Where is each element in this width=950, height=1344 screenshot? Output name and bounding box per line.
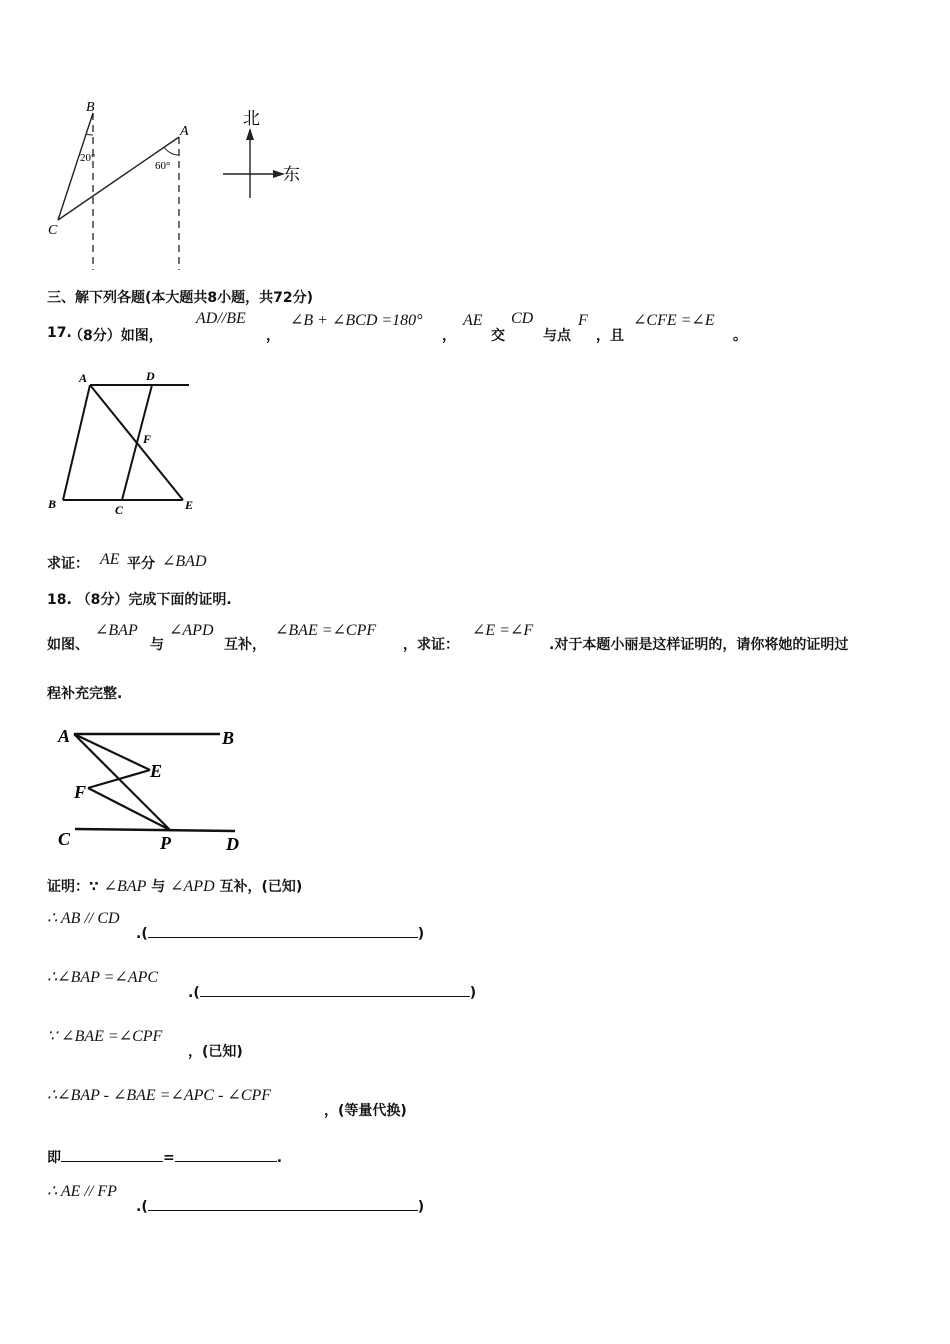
proof-l7-math: ∴ AE // FP — [47, 1183, 117, 1200]
proof-l6-eq: = — [163, 1150, 175, 1166]
proof-l3-blank[interactable] — [200, 982, 470, 997]
q18-label-a: A — [58, 726, 71, 746]
proof-l2-blank[interactable] — [148, 923, 418, 938]
proof-line-1 — [47, 876, 302, 896]
q17-figure — [42, 365, 202, 520]
q17-jiao: 交 — [491, 328, 505, 344]
proof-l2-open: .( — [136, 926, 148, 942]
q17-qie: ，且 — [596, 328, 624, 344]
q18-label-b: B — [222, 728, 235, 748]
q17-ae: AE — [463, 312, 483, 329]
proof-l5-math: ∴∠BAP - ∠BAE =∠APC - ∠CPF — [47, 1087, 272, 1104]
proof-l1-angle-apd: ∠APD — [170, 878, 215, 895]
compass-figure — [215, 100, 310, 200]
q17-prove-label: 求证： — [47, 556, 89, 572]
point-c-label: C — [48, 223, 58, 238]
q17-label-b: B — [48, 497, 57, 511]
q17-intro: （8分）如图， — [69, 328, 163, 344]
proof-l3-reason — [188, 982, 476, 1001]
q17-cd: CD — [511, 310, 534, 327]
proof-l1-yu: 与 — [151, 879, 166, 895]
q17-prove-ae: AE — [100, 551, 120, 568]
q17-cond-angle-eq: ∠CFE =∠E — [633, 312, 715, 329]
proof-l6-blank-2[interactable] — [175, 1147, 277, 1162]
q17-f: F — [578, 312, 588, 329]
q17-prove-angle: ∠BAD — [162, 553, 207, 570]
proof-l2-math: ∴ AB // CD — [47, 910, 120, 927]
q17-prove-pingfen: 平分 — [127, 556, 155, 572]
proof-l7-open: .( — [136, 1199, 148, 1215]
q18-title: 18. （8分）完成下面的证明. — [47, 592, 232, 608]
q17-label-f: F — [143, 432, 152, 446]
q18-yu: 与 — [150, 637, 164, 653]
proof-l7-blank[interactable] — [148, 1196, 418, 1211]
q17-label-d: D — [146, 369, 155, 383]
q18-tail: .对于本题小丽是这样证明的，请你将她的证明过 — [549, 637, 849, 653]
q17-label-e: E — [185, 498, 194, 512]
proof-l1-prefix: 证明：∵ — [47, 879, 99, 895]
proof-l2-close: ) — [417, 926, 425, 942]
point-a-label: A — [180, 124, 189, 139]
q17-cond-parallel: AD//BE — [196, 310, 246, 327]
north-label: 北 — [243, 109, 260, 128]
q18-angle-bap: ∠BAP — [95, 622, 138, 639]
q18-label-d: D — [226, 834, 239, 854]
q18-figure — [50, 718, 250, 858]
q17-cond-angle-sum: ∠B + ∠BCD =180° — [290, 312, 423, 329]
q17-end: 。 — [733, 328, 747, 344]
q18-label-f: F — [74, 782, 87, 802]
q17-comma-1: ， — [266, 328, 280, 344]
q18-hubu: 互补， — [224, 637, 266, 653]
q18-label-e: E — [150, 761, 163, 781]
proof-l2-reason — [136, 923, 424, 942]
proof-l3-math: ∴∠BAP =∠APC — [47, 969, 159, 986]
q17-number: 17. — [47, 325, 72, 341]
q17-comma-2: ， — [442, 328, 456, 344]
q18-rugu: 如图、 — [47, 637, 89, 653]
q17-label-a: A — [79, 371, 88, 385]
proof-l7-reason — [136, 1196, 424, 1215]
point-b-label: B — [86, 100, 95, 115]
bearing-figure — [40, 95, 210, 275]
proof-l6-blank-1[interactable] — [61, 1147, 163, 1162]
proof-l6-prefix: 即 — [47, 1150, 61, 1166]
proof-l5-reason: ，(等量代换) — [324, 1103, 407, 1119]
proof-l1-suffix: 互补，(已知) — [219, 879, 303, 895]
proof-l3-close: ) — [469, 985, 477, 1001]
angle-a-label: 60° — [155, 160, 171, 172]
proof-l3-open: .( — [188, 985, 200, 1001]
proof-line-6 — [47, 1147, 282, 1167]
section-heading: 三、解下列各题(本大题共8小题，共72分) — [47, 290, 314, 306]
q17-yudian: 与点 — [543, 328, 571, 344]
proof-l4-reason: ，(已知) — [188, 1044, 243, 1060]
q18-goal: ∠E =∠F — [472, 622, 534, 639]
q18-cond: ∠BAE =∠CPF — [275, 622, 377, 639]
proof-l6-end: . — [276, 1150, 283, 1166]
q18-label-p: P — [160, 833, 171, 853]
angle-b-label: 20° — [80, 152, 96, 164]
q18-angle-apd: ∠APD — [169, 622, 214, 639]
proof-l7-close: ) — [417, 1199, 425, 1215]
q18-qiuzheng: ，求证： — [403, 637, 459, 653]
east-label: 东 — [283, 165, 300, 184]
q18-label-c: C — [58, 829, 71, 849]
q18-tail2: 程补充完整. — [47, 686, 123, 702]
proof-l1-angle-bap: ∠BAP — [103, 878, 147, 895]
proof-l4-math: ∵ ∠BAE =∠CPF — [47, 1028, 163, 1045]
q17-label-c: C — [115, 503, 124, 517]
